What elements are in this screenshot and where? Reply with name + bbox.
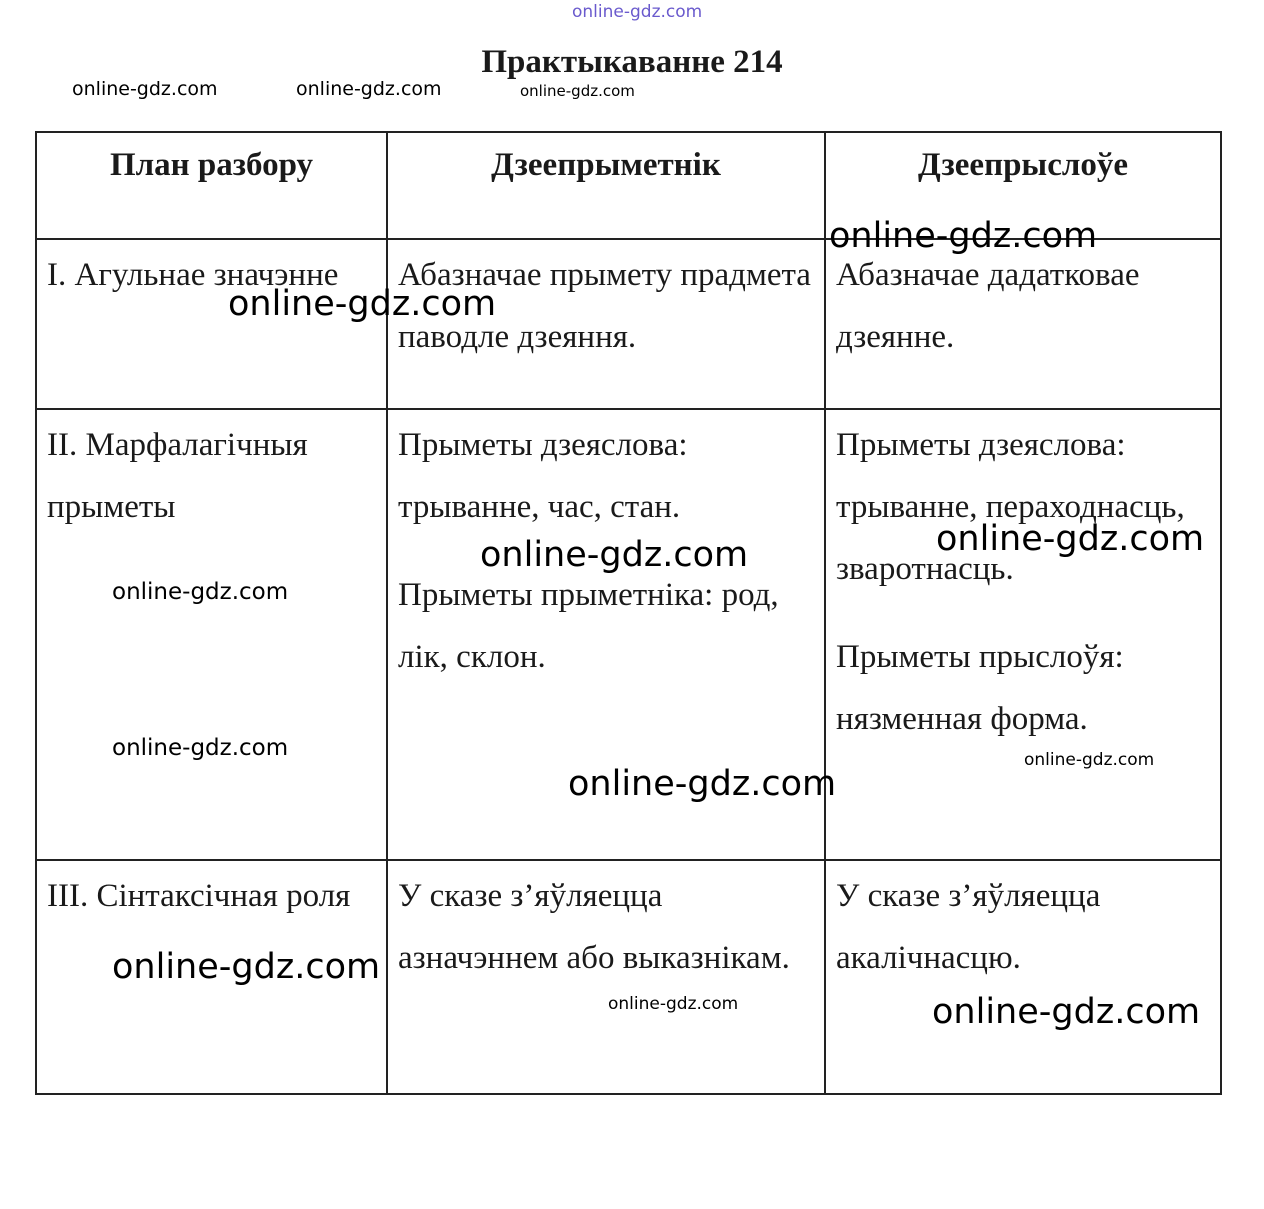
cell-text: У сказе з’яўляецца азначэннем або выказнікам. — [398, 877, 790, 976]
header-adverbial-participle: Дзеепрыслоўе — [825, 132, 1221, 239]
cell-text: Прыметы дзеяслова: трыванне, час, стан. — [398, 427, 688, 526]
page-title: Практыкаванне 214 — [481, 44, 783, 80]
watermark: online-gdz.com — [608, 994, 739, 1014]
cell-text: У сказе з’яўляецца акалічнасцю. — [836, 877, 1101, 976]
watermark: online-gdz.com — [72, 78, 218, 100]
cell-text: Абазначае прымету прадмета паводле дзеяння. — [398, 256, 811, 355]
table-row — [36, 409, 1221, 859]
adverbial-cell — [825, 239, 1221, 410]
participle-cell — [387, 409, 825, 859]
table-row — [36, 239, 1221, 410]
watermark: online-gdz.com — [568, 764, 837, 804]
watermark: online-gdz.com — [520, 82, 635, 100]
table-row — [36, 860, 1221, 1094]
watermark: online-gdz.com — [480, 535, 749, 575]
watermark: online-gdz.com — [829, 216, 1098, 256]
watermark: online-gdz.com — [296, 78, 442, 100]
watermark: online-gdz.com — [572, 2, 703, 22]
cell-text: Прыметы дзеяслова: трыванне, пераходнасць, зваротнасць. — [836, 427, 1185, 588]
plan-cell: III. Сінтаксічная роля — [36, 860, 387, 1094]
watermark: online-gdz.com — [932, 992, 1201, 1032]
adverbial-cell — [825, 409, 1221, 859]
watermark: online-gdz.com — [112, 735, 289, 761]
watermark: online-gdz.com — [112, 579, 289, 605]
cell-text: Абазначае дадатковае дзеянне. — [836, 256, 1140, 355]
header-plan: План разбору — [36, 132, 387, 239]
table-header-row — [36, 132, 1221, 239]
watermark: online-gdz.com — [1024, 750, 1155, 770]
plan-cell: II. Марфалагічныя прыметы — [36, 409, 387, 859]
adverbial-cell — [825, 860, 1221, 1094]
watermark: online-gdz.com — [112, 947, 381, 987]
header-participle: Дзеепрыметнік — [387, 132, 825, 239]
watermark: online-gdz.com — [936, 519, 1205, 559]
analysis-table — [35, 131, 1222, 1095]
watermark: online-gdz.com — [228, 284, 497, 324]
cell-text: Прыметы прыметніка: род, лік, склон. — [398, 577, 779, 676]
plan-cell: I. Агульнае значэнне — [36, 239, 387, 410]
participle-cell — [387, 860, 825, 1094]
participle-cell — [387, 239, 825, 410]
cell-text: Прыметы прыслоўя: нязменная форма. — [836, 639, 1124, 738]
